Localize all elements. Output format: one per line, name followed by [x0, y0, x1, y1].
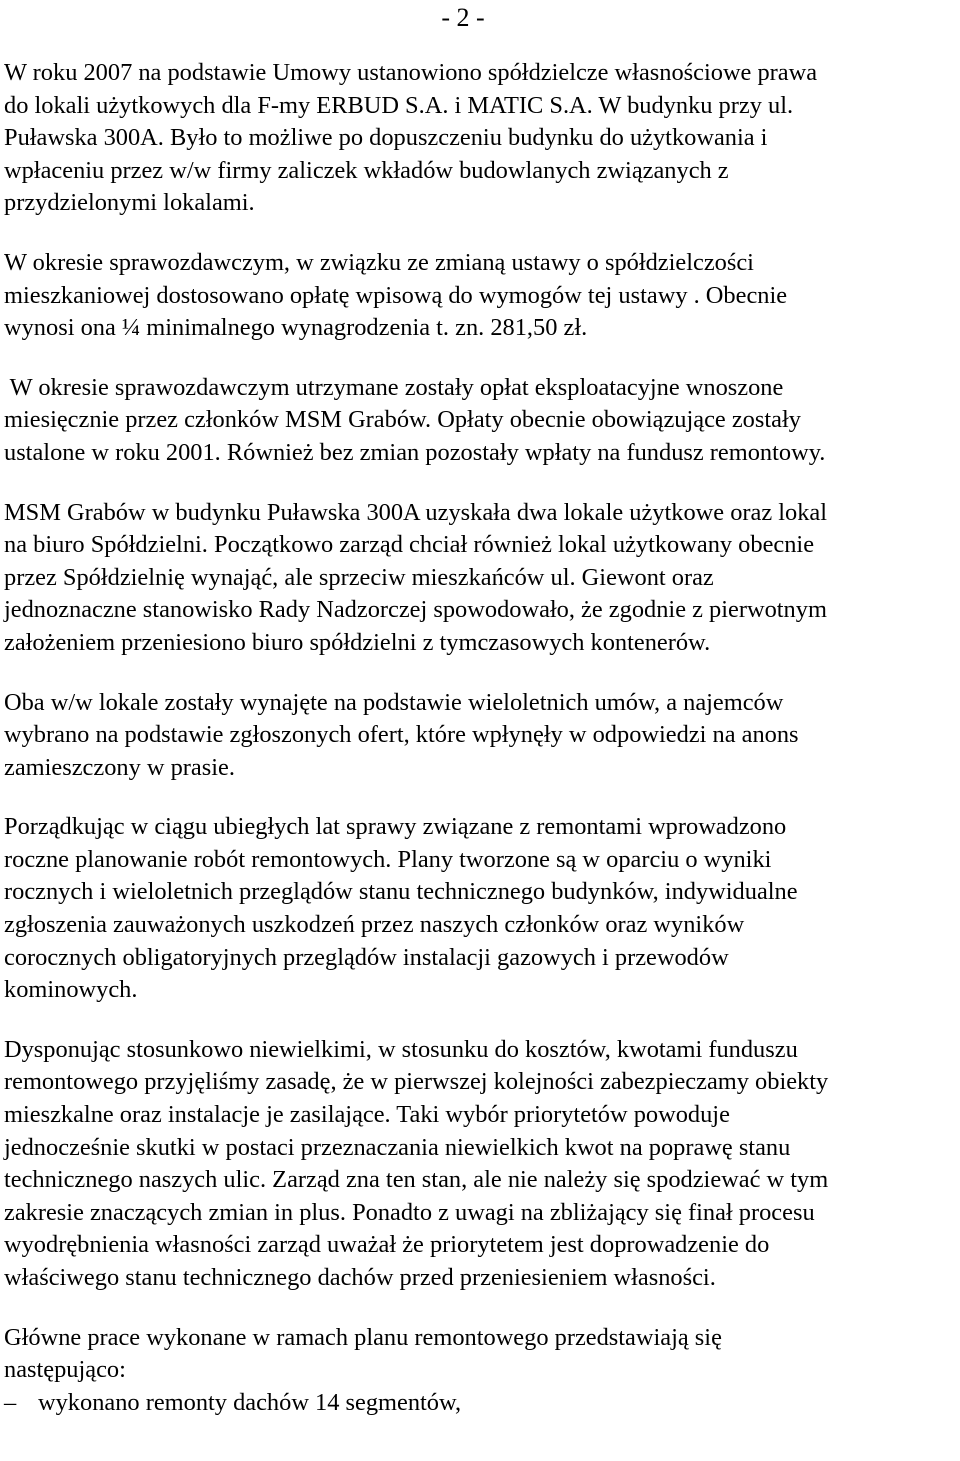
text-line: Główne prace wykonane w ramach planu remontowego przedstawiają się — [4, 1323, 722, 1351]
text-line: technicznego naszych ulic. Zarząd zna ten stan, ale nie należy się spodziewać w tym — [4, 1166, 829, 1194]
list-item — [4, 1387, 956, 1420]
text-line: do lokali użytkowych dla F-my ERBUD S.A. i MATIC S.A. W budynku przy ul. — [4, 91, 794, 119]
paragraph-renovation-planning — [4, 811, 956, 1007]
dash-bullet-icon: – — [4, 1388, 17, 1416]
text-line: wyodrębnienia własności zarząd uważał że priorytetem jest doprowadzenie do — [4, 1231, 770, 1259]
text-line: właściwego stanu technicznego dachów przed przeniesieniem własności. — [4, 1264, 716, 1291]
paragraph-operating-fees — [4, 372, 956, 470]
text-line: Dysponując stosunkowo niewielkimi, w stosunku do kosztów, kwotami funduszu — [4, 1035, 798, 1063]
text-line: roczne planowanie robót remontowych. Plany tworzone są w oparciu o wyniki — [4, 845, 772, 873]
text-line: Puławska 300A. Było to możliwe po dopuszczeniu budynku do użytkowania i — [4, 124, 768, 152]
document-body — [4, 57, 956, 1419]
paragraph-main-works-intro — [4, 1322, 956, 1387]
text-line: zgłoszenia zauważonych uszkodzeń przez naszych członków oraz wyników — [4, 911, 745, 939]
text-line: W okresie sprawozdawczym, w związku ze zmianą ustawy o spółdzielczości — [4, 248, 754, 276]
text-line: zamieszczony w prasie. — [4, 753, 235, 781]
text-line: mieszkalne oraz instalacje je zasilające. Taki wybór priorytetów powoduje — [4, 1101, 730, 1129]
text-line: zakresie znaczących zmian in plus. Ponadto z uwagi na zbliżający się finał procesu — [4, 1198, 815, 1226]
text-line: kominowych. — [4, 976, 138, 1004]
text-line: mieszkaniowej dostosowano opłatę wpisową do wymogów tej ustawy . Obecnie — [4, 281, 788, 309]
text-line: przez Spółdzielnię wynająć, ale sprzeciw mieszkańców ul. Giewont oraz — [4, 563, 714, 591]
text-line: W roku 2007 na podstawie Umowy ustanowiono spółdzielcze własnościowe prawa — [4, 59, 818, 86]
text-line: wybrano na podstawie zgłoszonych ofert, które wpłynęły w odpowiedzi na anons — [4, 721, 799, 749]
text-line: jednocześnie skutki w postaci przeznaczania niewielkich kwot na poprawę stanu — [4, 1133, 791, 1161]
text-line: Porządkując w ciągu ubiegłych lat sprawy związane z remontami wprowadzono — [4, 813, 787, 841]
text-line: następująco: — [4, 1356, 126, 1384]
text-line: remontowego przyjęliśmy zasadę, że w pierwszej kolejności zabezpieczamy obiekty — [4, 1068, 829, 1096]
text-line: założeniem przeniesiono biuro spółdzielni z tymczasowych kontenerów. — [4, 628, 711, 656]
text-line: W okresie sprawozdawczym utrzymane zostały opłat eksploatacyjne wnoszone — [4, 373, 784, 401]
page-number: - 2 - — [441, 3, 485, 32]
text-line: Oba w/w lokale zostały wynajęte na podstawie wieloletnich umów, a najemców — [4, 688, 784, 716]
text-line: corocznych obligatoryjnych przeglądów instalacji gazowych i przewodów — [4, 943, 729, 971]
text-line: na biuro Spółdzielni. Początkowo zarząd chciał również lokal użytkowany obecnie — [4, 531, 815, 559]
text-line: wynosi ona ¼ minimalnego wynagrodzenia t. zn. 281,50 zł. — [4, 314, 588, 342]
text-line: miesięcznie przez członków MSM Grabów. Opłaty obecnie obowiązujące zostały — [4, 406, 801, 434]
text-line: wpłaceniu przez w/w firmy zaliczek wkładów budowlanych związanych z — [4, 156, 729, 184]
text-line: przydzielonymi lokalami. — [4, 189, 255, 217]
text-line: rocznych i wieloletnich przeglądów stanu technicznego budynków, indywidualne — [4, 878, 798, 906]
text-line: MSM Grabów w budynku Puławska 300A uzyskała dwa lokale użytkowe oraz lokal — [4, 498, 828, 526]
paragraph-commercial-units — [4, 497, 956, 660]
paragraph-entry-fee — [4, 247, 956, 345]
paragraph-renovation-fund — [4, 1034, 956, 1295]
text-line: ustalone w roku 2001. Również bez zmian pozostały wpłaty na fundusz remontowy. — [4, 438, 826, 466]
works-list — [4, 1387, 956, 1420]
text-line: jednoznaczne stanowisko Rady Nadzorczej spowodowało, że zgodnie z pierwotnym — [4, 596, 827, 624]
paragraph-leases — [4, 687, 956, 785]
paragraph-ownership-rights — [4, 57, 956, 220]
list-item-text: wykonano remonty dachów 14 segmentów, — [38, 1388, 462, 1416]
